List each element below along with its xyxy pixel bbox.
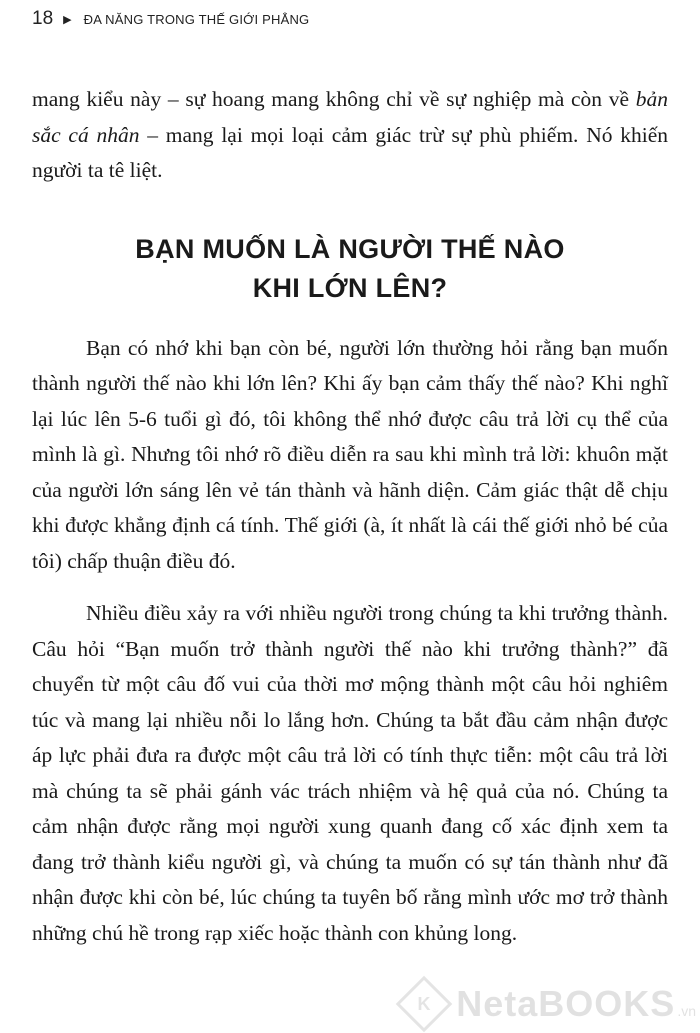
publisher-logo-icon: K xyxy=(396,976,453,1033)
watermark-suffix: .vn xyxy=(677,1003,696,1019)
section-heading xyxy=(32,230,668,308)
body-paragraph-2: Nhiều điều xảy ra với nhiều người trong chúng ta khi trưởng thành. Câu hỏi “Bạn muốn trở thành người thế nào khi trưởng thành?” đã chuyển từ một câu đố vui của thời mơ mộng thành một câu hỏi nghiêm túc và mang lại nhiều nỗi lo lắng hơn. Chúng ta bắt đầu cảm nhận được áp lực phải đưa ra được một câu trả lời có tính thực tiễn: một câu trả lời mà chúng ta sẽ phải gánh vác trách nhiệm và hệ quả của nó. Chúng ta cảm nhận được rằng mọi người xung quanh đang cố xác định xem ta đang trở thành kiểu người gì, và chúng ta muốn có sự tán thành như đã nhận được khi còn bé, lúc chúng ta tuyên bố rằng mình ước mơ trở thành những chú hề trong rạp xiếc hoặc thành con khủng long. xyxy=(32,601,668,945)
section-heading-line-2: KHI LỚN LÊN? xyxy=(252,272,448,303)
page-number: 18 xyxy=(32,8,54,29)
intro-paragraph: mang kiểu này – sự hoang mang không chỉ về sự nghiệp mà còn về bản sắc cá nhân – mang lại mọi loại cảm giác trừ sự phù phiếm. Nó khiến người ta tê liệt. xyxy=(32,87,669,182)
watermark-text: NetaBOOKS xyxy=(456,983,676,1024)
section-heading-line-1: BẠN MUỐN LÀ NGƯỜI THẾ NÀO xyxy=(135,233,565,264)
emphasis-text: bản sắc cá nhân xyxy=(32,87,668,147)
page-body xyxy=(32,82,668,951)
body-paragraph-1: Bạn có nhớ khi bạn còn bé, người lớn thường hỏi rằng bạn muốn thành người thế nào khi lớn lên? Khi ấy bạn cảm thấy thế nào? Khi nghĩ lại lúc lên 5-6 tuổi gì đó, tôi không thể nhớ được câu trả lời cụ thể của mình là gì. Nhưng tôi nhớ rõ điều diễn ra sau khi mình trả lời: khuôn mặt của người lớn sáng lên vẻ tán thành và hãnh diện. Cảm giác thật dễ chịu khi được khẳng định cá tính. Thế giới (à, ít nhất là cái thế giới nhỏ bé của tôi) chấp thuận điều đó. xyxy=(32,335,668,573)
running-title: ĐA NĂNG TRONG THẾ GIỚI PHẲNG xyxy=(83,11,310,27)
publisher-watermark xyxy=(404,983,696,1025)
running-header xyxy=(32,8,309,30)
triangle-right-icon: ▶ xyxy=(63,13,72,26)
